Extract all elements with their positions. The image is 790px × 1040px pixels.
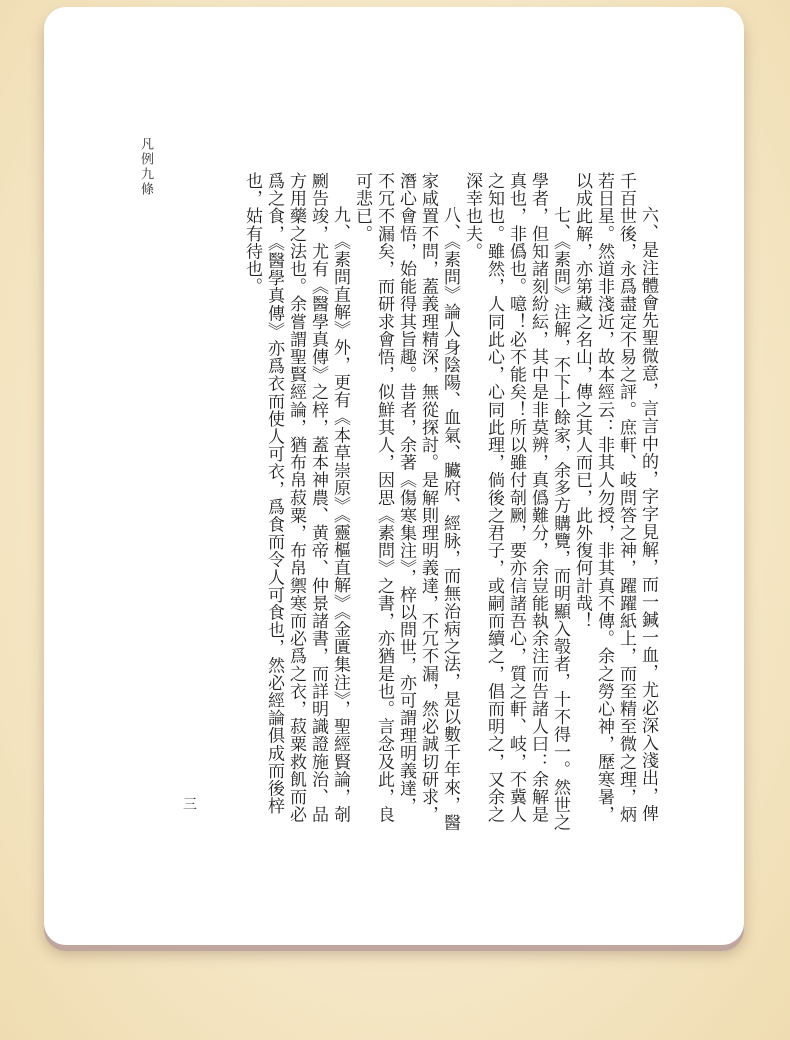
running-head: 凡例九條 [138,137,153,197]
paragraph-7: 七、《素問》注解，不下十餘家，余多方購覽，而明顯入彀者，十不得一。然世之學者，但知諸刻紛紜，其中是非莫辨，真僞難分，余豈能執余注而告諸人曰：余解是真也，非僞也。噫！必不能矣！所以雖付剞劂，要亦信諸吾心，質之軒、岐，不冀人之知也。雖然，人同此心，心同此理，倘後之君子，或嗣而續之，倡而明之，又余之深幸也夫。 [462,172,570,832]
vertical-text-block [242,172,659,832]
page-number: 三 [183,797,197,813]
paragraph-8: 八、《素問》論人身陰陽、血氣、臟府、經脉，而無治病之法，是以數千年來，醫家咸置不問，蓋義理精深，無從探討。是解則理明義達，不冗不漏，然必誠切研求，潛心會悟，始能得其旨趣。昔者，余著《傷寒集注》，梓以問世，亦可謂理明義達，不冗不漏矣，而研求會悟，似鮮其人，因思《素問》之書，亦猶是也。言念及此，良可悲已。 [352,172,460,832]
book-page [44,7,744,945]
paragraph-6: 六、是注體會先聖微意，言言中的，字字見解，而一鍼一血，尤必深入淺出，俾千百世後，永爲盡定不易之評。庶軒、岐問答之神，躍躍紙上，而至精至微之理，炳若日星。然道非淺近，故本經云：非其人勿授，非其真不傳。余之勞心神，歷寒暑，以成此解，亦第藏之名山，傳之其人而已，此外復何計哉！ [572,172,658,824]
paragraph-9: 九、《素問直解》外，更有《本草崇原》《靈樞直解》《金匱集注》，聖經賢論，剞劂告竣，尤有《醫學真傳》之梓，蓋本神農、黄帝、仲景諸書，而詳明識證施治、品方用藥之法也。余嘗謂聖賢經論，猶布帛菽粟，布帛禦寒而必爲之衣，菽粟救飢而必爲之食，《醫學真傳》亦爲衣而使人可衣，爲食而令人可食也，然必經論俱成而後梓也，姑有待也。 [242,172,350,824]
